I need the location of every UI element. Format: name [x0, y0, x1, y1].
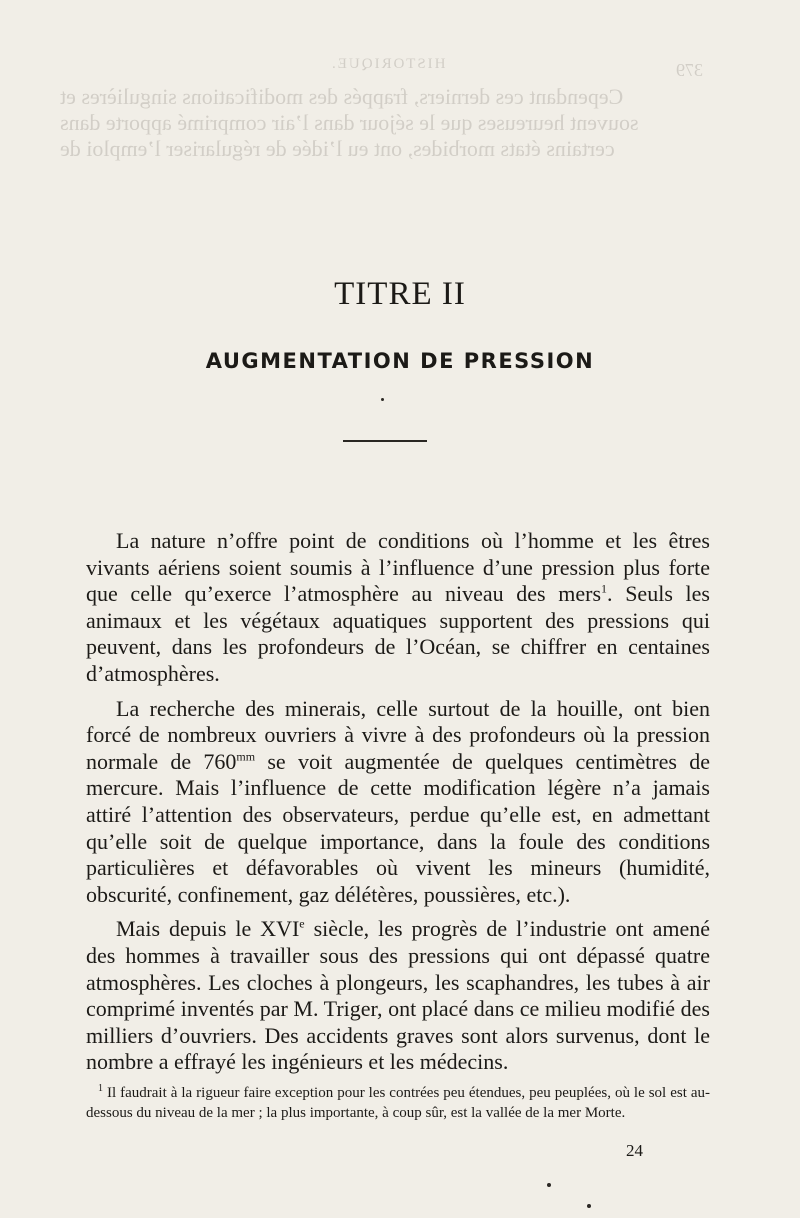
- paragraph-1: [86, 528, 710, 688]
- footnote-reference: 1: [601, 581, 608, 596]
- ink-speck: [587, 1204, 591, 1208]
- body-text: [86, 528, 710, 1084]
- footnote-mark: 1: [98, 1083, 103, 1094]
- paragraph-text: siècle, les progrès de l’industrie ont amené des hommes à travailler sous des pressions qui ont dépassé quatre atmosphères. Les cloches à plongeurs, les scaphandres, les tubes à air comprimé inventés par M. Triger, ont placé dans ce milieu modifié des milliers d’ouvriers. Des accidents graves sont alors survenus, dont le nombre a effrayé les ingénieurs et les médecins.: [86, 916, 710, 1075]
- bleed-through-page-number: 379: [676, 60, 703, 80]
- bleed-through-header: HISTORIQUE.: [330, 56, 446, 72]
- bleed-through-line: Cependant ces derniers, frappés des modifications singulières et: [60, 84, 624, 109]
- section-divider: [343, 440, 427, 442]
- footnote-text: Il faudrait à la rigueur faire exception pour les contrées peu étendues, peu peuplées, où le sol est au-dessous du niveau de la mer ; la plus importante, à coup sûr, est la vallée de la mer Morte.: [86, 1085, 710, 1121]
- ink-speck: [381, 398, 384, 401]
- paragraph-text: Mais depuis le XVI: [116, 916, 300, 942]
- chapter-subtitle: AUGMENTATION DE PRESSION: [205, 349, 595, 373]
- page-number: 24: [626, 1141, 643, 1160]
- paragraph-text: La nature n’offre point de conditions où l’homme et les êtres vivants aériens soient soumis à l’influence d’une pression plus forte que celle qu’exerce l’atmosphère au niveau des mers: [86, 528, 710, 607]
- footnote: [86, 1083, 710, 1123]
- chapter-title: TITRE II: [334, 276, 466, 312]
- footnote-paragraph: [86, 1083, 710, 1123]
- paragraph-text: se voit augmentée de quelques centimètres de mercure. Mais l’influence de cette modification légère n’a jamais attiré l’attention des observateurs, perdue qu’elle est, en admettant qu’elle soit de quelque importance, dans la foule des conditions particulières et défavorables où vivent les mineurs (humidité, obscurité, confinement, gaz délétères, poussières, etc.).: [86, 748, 710, 907]
- paragraph-text: La recherche des minerais, celle surtout de la houille, ont bien forcé de nombreux ouvriers à vivre à des profondeurs où la pression normale de 760: [86, 695, 710, 774]
- paragraph-2: [86, 696, 710, 909]
- unit-superscript: mm: [236, 749, 256, 764]
- ordinal-superscript: e: [299, 916, 305, 931]
- bleed-through-line: souvent heureuses que le séjour dans l’air comprimé apporte dans: [60, 110, 639, 135]
- ink-speck: [547, 1183, 551, 1187]
- paragraph-text: . Seuls les animaux et les végétaux aquatiques supportent des pressions qui peuvent, dans les profondeurs de l’Océan, se chiffrer en centaines d’atmosphères.: [86, 581, 710, 686]
- bleed-through-line: certains états morbides, ont eu l’idée de régulariser l’emploi de: [60, 136, 615, 161]
- paragraph-3: [86, 916, 710, 1076]
